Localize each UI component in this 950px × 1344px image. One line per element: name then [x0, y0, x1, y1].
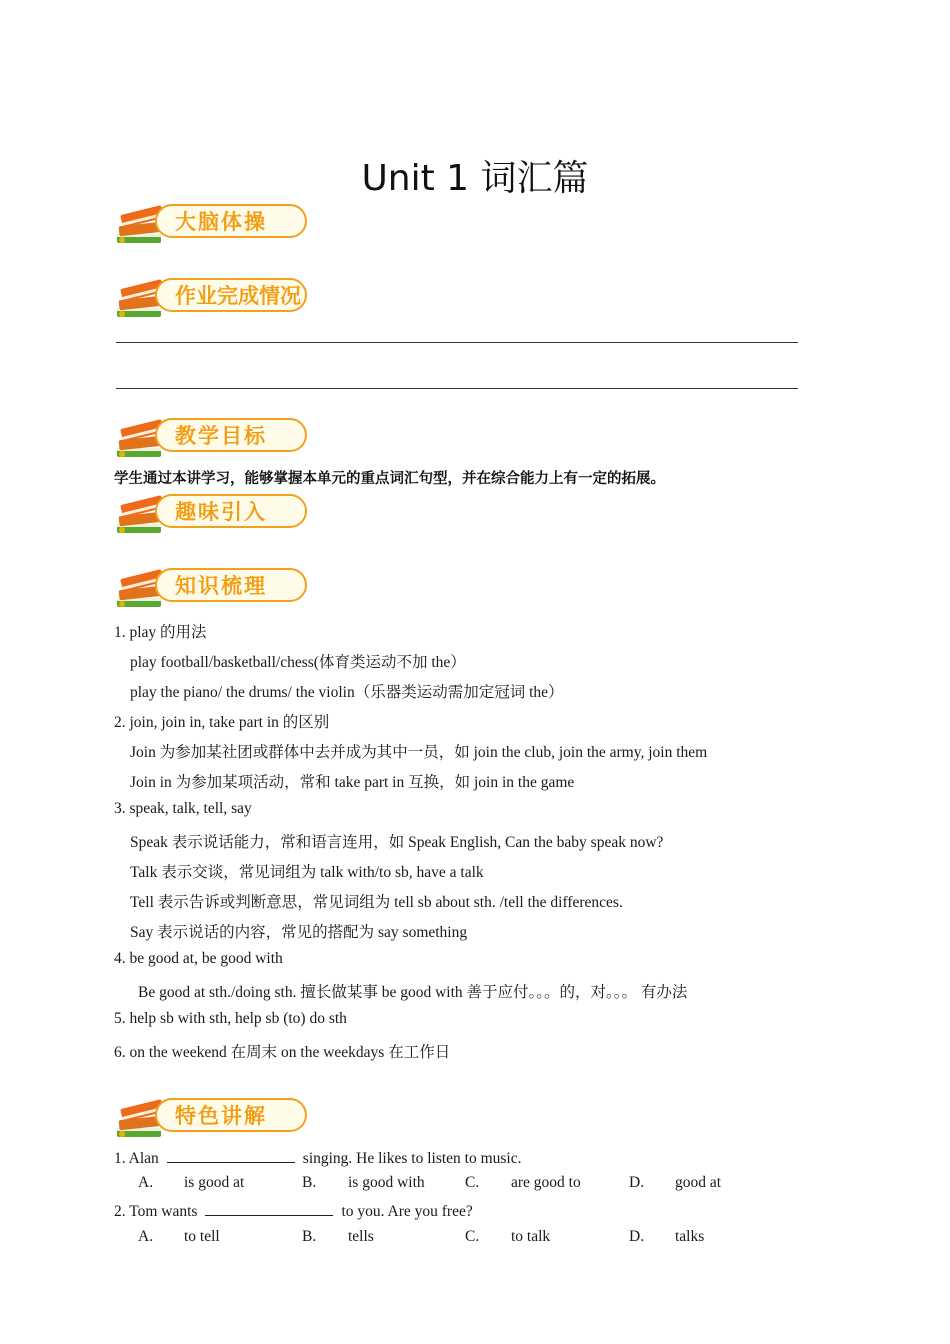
section-header-label: 教学目标: [175, 424, 267, 448]
answer-line: [116, 388, 798, 389]
knowledge-line: Join in 为参加某项活动，常和 take part in 互换，如 join in the game: [130, 774, 575, 791]
page-title: Unit 1 词汇篇: [361, 158, 589, 199]
option-letter: A.: [138, 1228, 154, 1245]
section-header-label: 知识梳理: [175, 574, 267, 598]
option-text: is good at: [184, 1174, 245, 1191]
option-text: good at: [675, 1174, 722, 1191]
knowledge-heading: 3. speak, talk, tell, say: [114, 800, 252, 817]
section-header-knowledge: [113, 564, 313, 616]
answer-blank[interactable]: [205, 1201, 333, 1216]
section-header-label: 趣味引入: [175, 500, 267, 524]
section-header-label: 作业完成情况: [175, 284, 301, 308]
knowledge-heading: 4. be good at, be good with: [114, 950, 283, 967]
option-letter: B.: [302, 1174, 317, 1191]
option-text: is good with: [348, 1174, 425, 1191]
knowledge-line: Tell 表示告诉或判断意思，常见词组为 tell sb about sth. /tell the differences.: [130, 894, 623, 911]
section-header-teaching-goal: [113, 414, 313, 466]
knowledge-line: Join 为参加某社团或群体中去并成为其中一员，如 join the club, join the army, join them: [130, 744, 708, 761]
knowledge-heading: 5. help sb with sth, help sb (to) do sth: [114, 1010, 347, 1027]
knowledge-line: Say 表示说话的内容，常见的搭配为 say something: [130, 924, 468, 941]
option-letter: C.: [465, 1228, 480, 1245]
knowledge-line: play the piano/ the drums/ the violin（乐器类运动需加定冠词 the）: [130, 684, 564, 701]
section-header-label: 大脑体操: [175, 210, 267, 234]
option-text: are good to: [511, 1174, 581, 1191]
knowledge-line: Talk 表示交谈，常见词组为 talk with/to sb, have a talk: [130, 864, 484, 881]
section-header-homework: [113, 274, 313, 326]
answer-line: [116, 342, 798, 343]
section-header-fun-intro: [113, 490, 313, 542]
knowledge-line: play football/basketball/chess(体育类运动不加 the）: [130, 654, 466, 671]
answer-blank[interactable]: [167, 1148, 295, 1163]
option-letter: C.: [465, 1174, 480, 1191]
option-text: talks: [675, 1228, 705, 1245]
option-letter: B.: [302, 1228, 317, 1245]
knowledge-heading: 1. play 的用法: [114, 624, 207, 641]
knowledge-heading: 6. on the weekend 在周末 on the weekdays 在工作日: [114, 1044, 451, 1061]
question-stem: 2. Tom wants to you. Are you free?: [114, 1203, 473, 1220]
section-header-brain-exercise: [113, 200, 313, 252]
section-header-label: 特色讲解: [175, 1104, 267, 1128]
teaching-objective: 学生通过本讲学习，能够掌握本单元的重点词汇句型，并在综合能力上有一定的拓展。: [114, 471, 665, 487]
option-letter: D.: [629, 1174, 645, 1191]
knowledge-heading: 2. join, join in, take part in 的区别: [114, 714, 330, 731]
option-letter: A.: [138, 1174, 154, 1191]
option-text: to talk: [511, 1228, 551, 1245]
question-stem: 1. Alan singing. He likes to listen to music.: [114, 1150, 522, 1167]
option-text: tells: [348, 1228, 374, 1245]
knowledge-line: Speak 表示说话能力，常和语言连用，如 Speak English, Can the baby speak now?: [130, 834, 664, 851]
knowledge-line: Be good at sth./doing sth. 擅长做某事 be good with 善于应付。。。的，对。。。 有办法: [138, 984, 688, 1001]
option-text: to tell: [184, 1228, 220, 1245]
section-header-featured: [113, 1094, 313, 1146]
option-letter: D.: [629, 1228, 645, 1245]
